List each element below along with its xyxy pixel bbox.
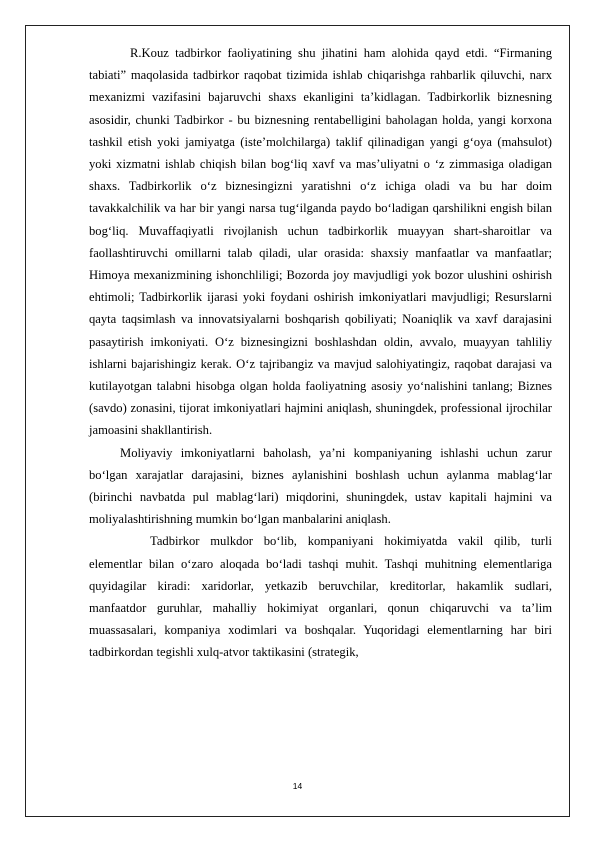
- document-body: [89, 42, 552, 664]
- paragraph-3: Tadbirkor mulkdor bo‘lib, kompaniyani hokimiyatda vakil qilib, turli elementlar bilan o‘zaro aloqada bo‘ladi tashqi muhit. Tashqi muhitning elementlariga quyidagilar kiradi: xaridorlar, yetkazib beruvchilar, kreditorlar, hakamlik sudlari, manfaatdor guruhlar, mahalliy hokimiyat organlari, qonun chiqaruvchi va ta’lim muassasalari, kompaniya xodimlari va boshqalar. Yuqoridagi elementlarning har biri tadbirkordan tegishli xulq-atvor taktikasini (strategik,: [89, 534, 552, 660]
- paragraph-1: R.Kouz tadbirkor faoliyatining shu jihatini ham alohida qayd etdi. “Firmaning tabiati” maqolasida tadbirkor raqobat tizimida ishlab chiqarishga rahbarlik qiluvchi, narx mexanizmi vazifasini bajaruvchi shaxs ekanligini ta’kidlagan. Tadbirkorlik biznesning asosidir, chunki Tadbirkor - bu biznesning rentabelligini baholagan holda, yangi korxona tashkil etish yoki jamiyatga (iste’molchilarga) taklif qilinadigan yangi g‘oya (mahsulot) yoki xizmatni ishlab chiqish bilan bog‘liq xavf va mas’uliyatni o ‘z zimmasiga oladigan shaxs. Tadbirkorlik o‘z biznesingizni yaratishni o‘z ichiga oladi va bu har doim tavakkalchilik va har bir yangi narsa tug‘ilganda paydo bo‘ladigan qarshilikni engish bilan bog‘liq. Muvaffaqiyatli rivojlanish uchun tadbirkorlik muayyan shart-sharoitlar va faollashtiruvchi omillarni talab qiladi, ular orasida: shaxsiy manfaatlar va manfaatlar; Himoya mexanizmining ishonchliligi; Bozorda joy mavjudligi yok bozor ulushini oshirish ehtimoli; Tadbirkorlik ijarasi yoki foydani oshirish imkoniyatlari mavjudligi; Resurslarni qayta taqsimlash va innovatsiyalarni boshqarish qobiliyati; Noaniqlik va xavf darajasini pasaytirish imkoniyati. O‘z biznesingizni boshlashdan oldin, avvalo, muayyan tahliliy ishlarni bajarishingiz kerak. O‘z tajribangiz va mavjud salohiyatingiz, raqobat darajasi va kutilayotgan talabni hisobga olgan holda faoliyatning asosiy yo‘nalishini tanlang; Biznes (savdo) zonasini, tijorat imkoniyatlari hajmini aniqlash, shuningdek, professional ijrochilar jamoasini shakllantirish.: [89, 46, 552, 438]
- paragraph-2: Moliyaviy imkoniyatlarni baholash, ya’ni kompaniyaning ishlashi uchun zarur bo‘lgan xarajatlar darajasini, biznes aylanishini boshlash uchun aylanma mablag‘lar (birinchi navbatda pul mablag‘lari) miqdorini, shuningdek, ustav kapitali hajmini va moliyalashtirishning mumkin bo‘lgan manbalarini aniqlash.: [89, 445, 552, 527]
- page-number: 14: [292, 781, 303, 791]
